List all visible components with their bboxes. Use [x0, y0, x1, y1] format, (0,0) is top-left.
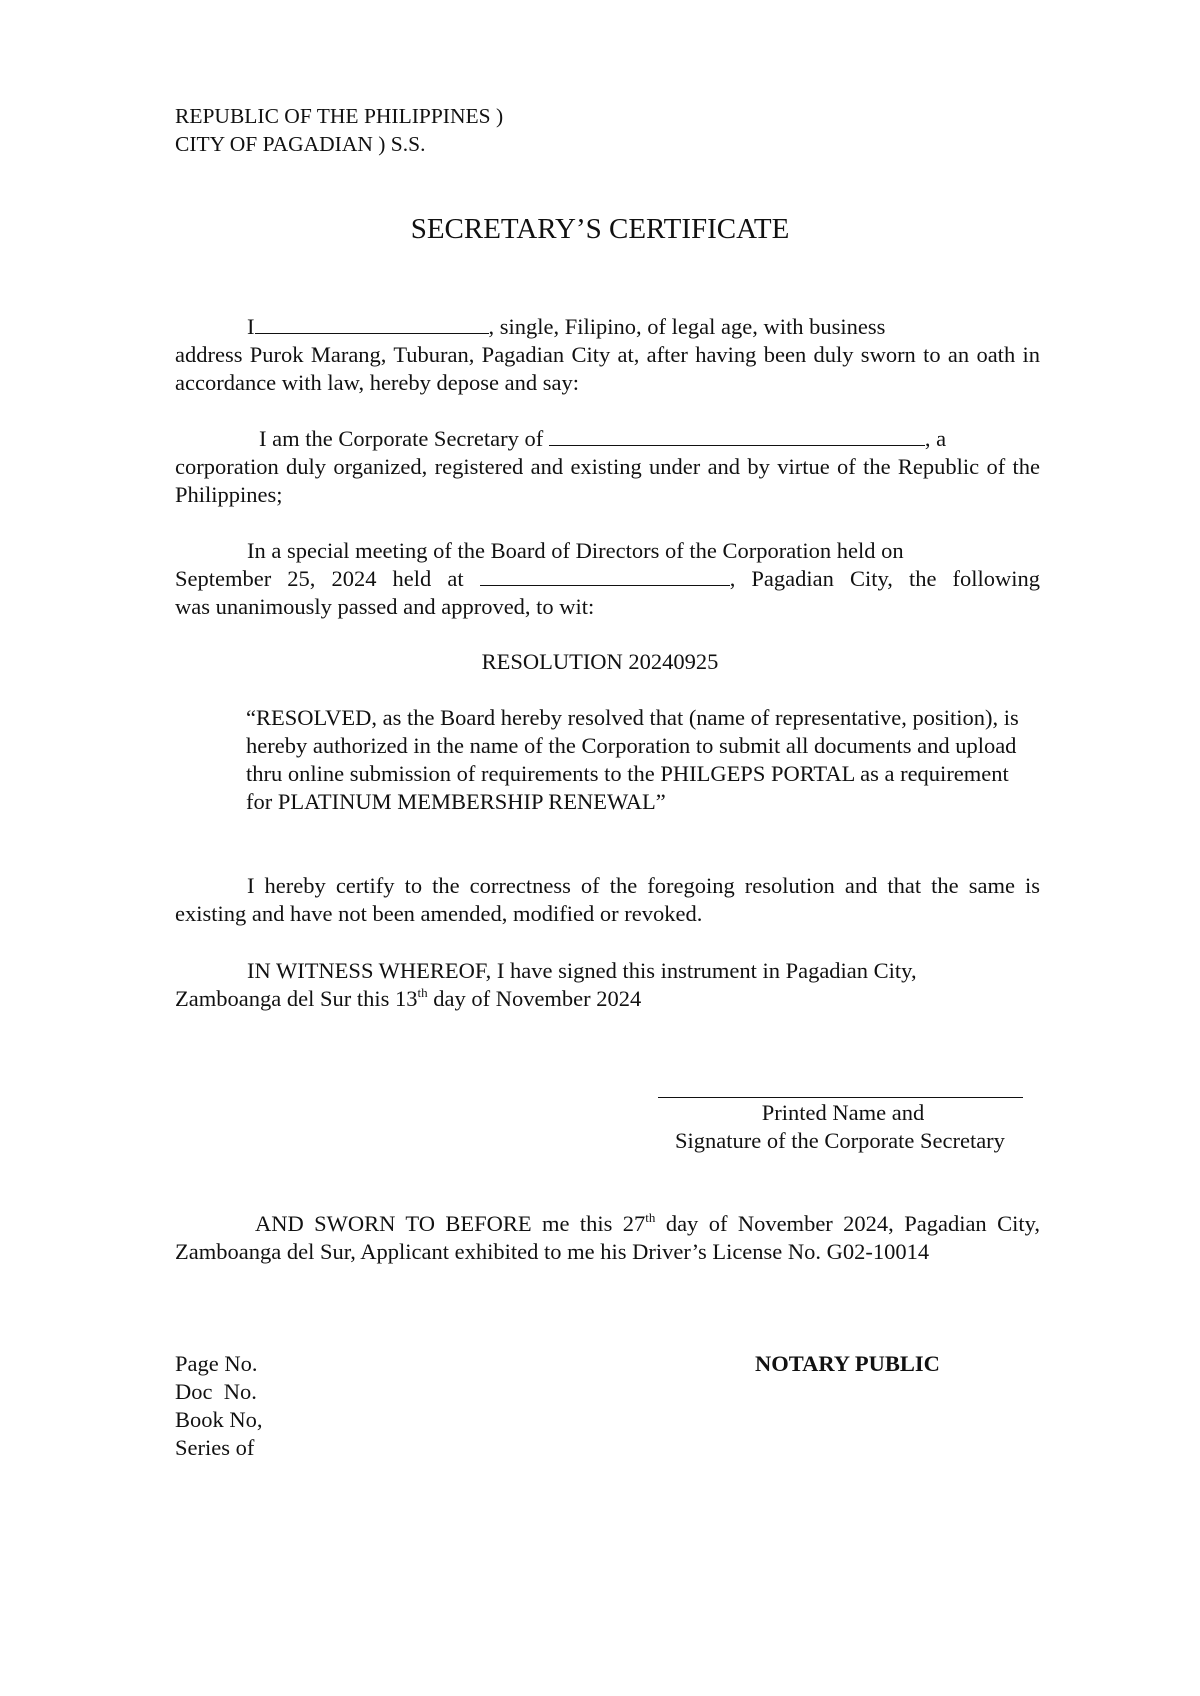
signature-label-1: Printed Name and — [761, 1100, 925, 1125]
meeting-venue-blank[interactable] — [480, 584, 730, 586]
witness-text-b: day of November 2024 — [427, 986, 642, 1011]
paragraph-witness — [175, 957, 1025, 1013]
jurat-text-a: AND SWORN TO BEFORE me this 27 — [255, 1211, 646, 1236]
doc-no-label: Doc No. — [175, 1379, 257, 1404]
series-of-label: Series of — [175, 1435, 255, 1460]
corporation-rest: corporation duly organized, registered and existing under and by virtue of the Republic of the Philippines; — [175, 454, 1040, 507]
book-no-label: Book No, — [175, 1407, 263, 1432]
resolution-heading: RESOLUTION 20240925 — [481, 649, 719, 674]
corporation-name-blank[interactable] — [549, 444, 925, 446]
resolution-text: “RESOLVED, as the Board hereby resolved that (name of representative, position), is hereby authorized in the name of the Corporation to submit all documents and upload thru online submission of requirements to the PHILGEPS PORTAL as a requirement for PLATINUM MEMBERSHIP RENEWAL” — [246, 705, 1019, 814]
paragraph-affiant — [175, 313, 1040, 397]
document-title: SECRETARY’S CERTIFICATE — [410, 213, 790, 245]
witness-text-a: IN WITNESS WHEREOF, I have signed this instrument in Pagadian City, Zamboanga del Sur this 13 — [175, 958, 917, 1011]
paragraph-jurat — [175, 1210, 1040, 1266]
corporation-after: , a — [924, 426, 947, 451]
meeting-city: , Pagadian City, the following — [729, 566, 1041, 591]
notarial-register — [175, 1350, 475, 1462]
page-no-label: Page No. — [175, 1351, 258, 1376]
paragraph-meeting — [175, 537, 1040, 621]
venue-header — [175, 102, 775, 158]
paragraph-corporation — [175, 425, 1040, 509]
meeting-date: September 25, 2024 held at — [175, 566, 464, 591]
signature-line[interactable] — [658, 1097, 1023, 1098]
corporation-lead: I am the Corporate Secretary of — [259, 426, 544, 451]
affiant-intro: , single, Filipino, of legal age, with business — [488, 314, 886, 339]
meeting-line3: was unanimously passed and approved, to wit: — [175, 594, 595, 619]
meeting-line1: In a special meeting of the Board of Directors of the Corporation held on — [247, 538, 904, 563]
affiant-rest: address Purok Marang, Tuburan, Pagadian City at, after having been duly sworn to an oath in accordance with law, hereby depose and say: — [175, 342, 1040, 395]
signature-block — [640, 1099, 1040, 1155]
venue-line-republic: REPUBLIC OF THE PHILIPPINES ) — [175, 104, 504, 128]
signature-label-2: Signature of the Corporate Secretary — [675, 1128, 1005, 1153]
paragraph-certification: I hereby certify to the correctness of the foregoing resolution and that the same is existing and have not been amended, modified or revoked. — [175, 873, 1040, 926]
affiant-lead: I — [247, 314, 255, 339]
jurat-text-b: day of November 2024, Pagadian City, Zamboanga del Sur, Applicant exhibited to me his Driver’s License No. G02-10014 — [175, 1211, 1040, 1264]
notary-public-label: NOTARY PUBLIC — [755, 1351, 940, 1376]
venue-line-city: CITY OF PAGADIAN ) S.S. — [175, 132, 426, 156]
jurat-day-suffix: th — [645, 1210, 656, 1225]
witness-day-suffix: th — [417, 985, 428, 1000]
affiant-name-blank[interactable] — [255, 332, 489, 334]
